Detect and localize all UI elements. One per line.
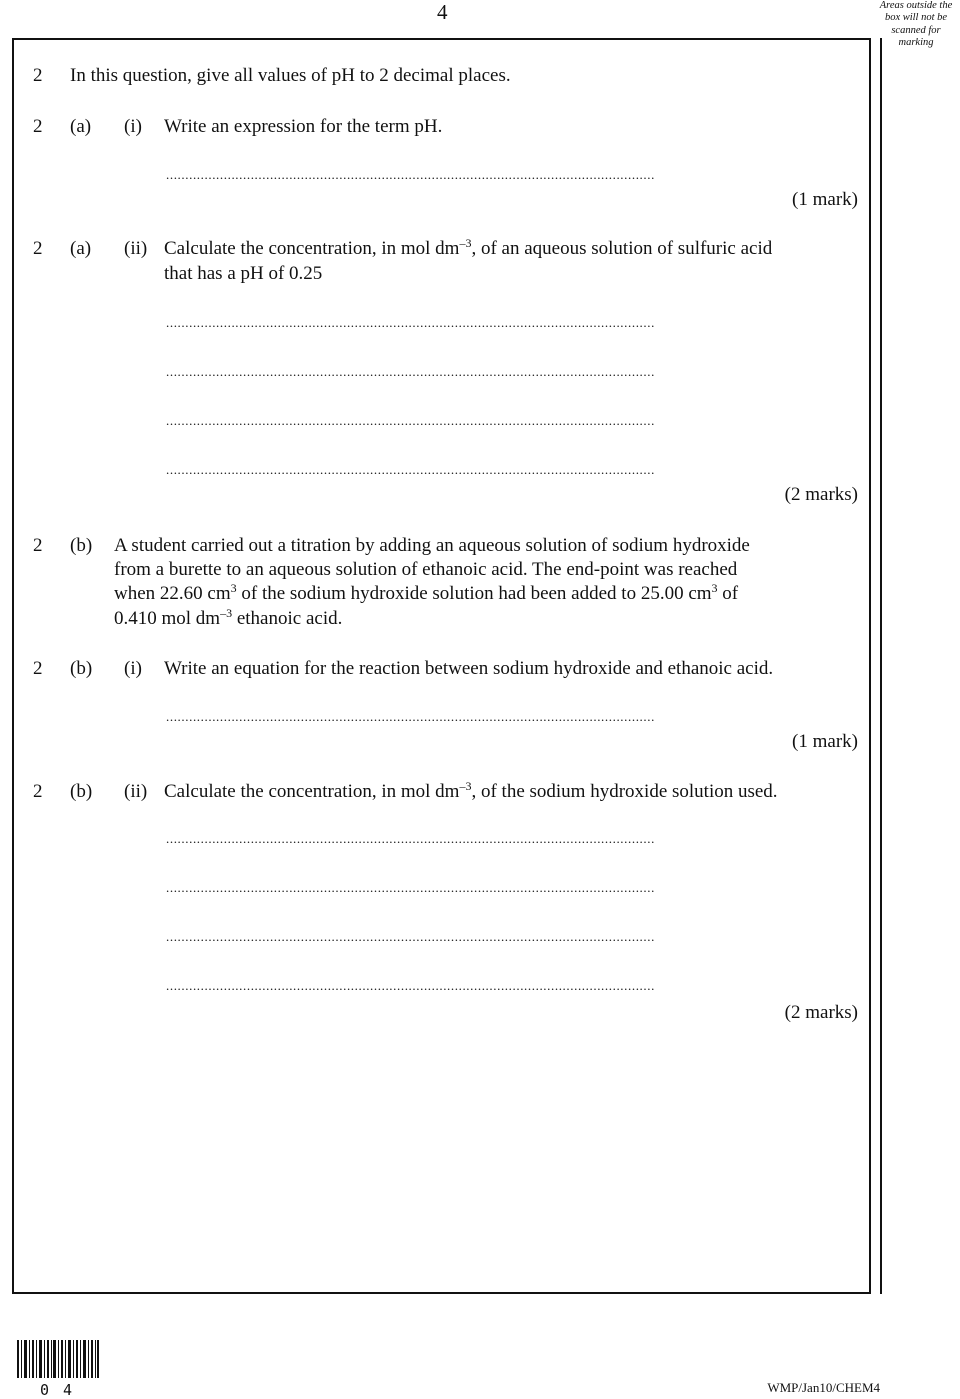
frame-right-border [869, 38, 871, 1294]
answer-line[interactable]: ............................................................................................................................... [166, 930, 655, 944]
margin-divider-line [880, 38, 882, 1294]
question-number: 2 [33, 65, 43, 86]
answer-line[interactable]: ............................................................................................................................... [166, 365, 655, 379]
subpart-label: (ii) [124, 781, 148, 802]
question-text: Calculate the concentration, in mol $dm^{-3}$, of the sodium hydroxide solution used. [164, 779, 778, 802]
margin-note: Areas outside the box will not be scanned for marking [879, 0, 953, 49]
question-number: 2 [33, 658, 43, 679]
question-intro: In this question, give all values of pH to 2 decimal places. [70, 65, 511, 86]
part-label: (a) [70, 116, 92, 137]
frame-bottom-border [12, 1292, 871, 1294]
marks-label: (2 marks) [784, 484, 858, 505]
question-number: 2 [33, 238, 43, 259]
page-number: 4 [437, 0, 448, 24]
answer-line[interactable]: ............................................................................................................................... [166, 463, 655, 477]
question-text-line2: that has a pH of 0.25 [164, 263, 323, 284]
question-text-line2: from a burette to an aqueous solution of ethanoic acid. The end-point was reached [114, 559, 738, 580]
superscript: 3 [230, 581, 237, 595]
superscript: –3 [459, 236, 472, 250]
question-text-line3: when 22.60 $cm^3$ of the sodium hydroxide solution had been added to 25.00 $cm^3$ of [114, 581, 739, 604]
barcode-icon [17, 1340, 99, 1378]
subpart-label: (ii) [124, 238, 148, 259]
answer-line[interactable]: ............................................................................................................................... [166, 881, 655, 895]
subpart-label: (i) [124, 116, 142, 137]
superscript: –3 [220, 606, 233, 620]
answer-line[interactable]: ............................................................................................................................... [166, 979, 655, 993]
answer-line[interactable]: ............................................................................................................................... [166, 168, 655, 182]
paper-code: WMP/Jan10/CHEM4 [767, 1380, 880, 1395]
frame-left-border [12, 38, 14, 1294]
question-number: 2 [33, 535, 43, 556]
answer-line[interactable]: ............................................................................................................................... [166, 832, 655, 846]
answer-line[interactable]: ............................................................................................................................... [166, 414, 655, 428]
question-text: Write an equation for the reaction between sodium hydroxide and ethanoic acid. [164, 658, 774, 679]
answer-line[interactable]: ............................................................................................................................... [166, 710, 655, 724]
question-number: 2 [33, 116, 43, 137]
superscript: 3 [711, 581, 718, 595]
part-label: (b) [70, 781, 93, 802]
answer-line[interactable]: ............................................................................................................................... [166, 316, 655, 330]
part-label: (b) [70, 535, 93, 556]
question-text: A student carried out a titration by adding an aqueous solution of sodium hydroxide [114, 535, 750, 556]
marks-label: (1 mark) [792, 189, 858, 210]
question-text: Calculate the concentration, in mol $dm^{-3}$, of an aqueous solution of sulfuric acid [164, 236, 773, 259]
question-number: 2 [33, 781, 43, 802]
superscript: –3 [459, 779, 472, 793]
part-label: (b) [70, 658, 93, 679]
frame-top-border [12, 38, 869, 40]
question-text: Write an expression for the term pH. [164, 116, 443, 137]
question-text-line4: 0.410 mol $dm^{-3}$ ethanoic acid. [114, 606, 343, 629]
marks-label: (1 mark) [792, 731, 858, 752]
marks-label: (2 marks) [784, 1002, 858, 1023]
subpart-label: (i) [124, 658, 142, 679]
barcode-number: 04 [40, 1381, 87, 1399]
part-label: (a) [70, 238, 92, 259]
